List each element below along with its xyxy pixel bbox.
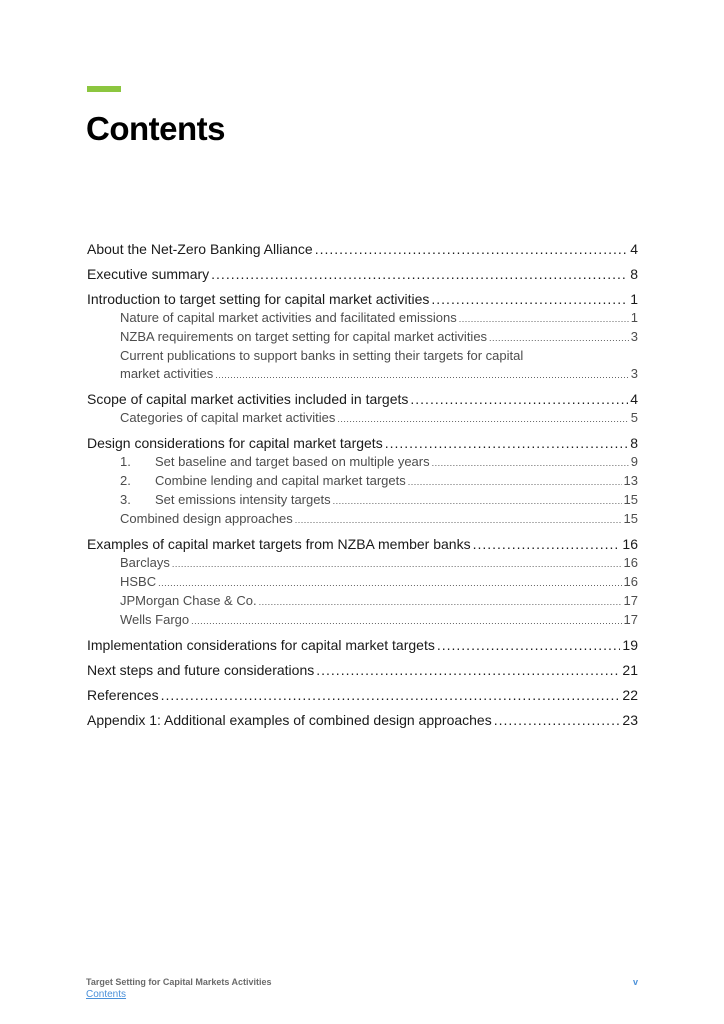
toc-entry-number: 3. — [120, 492, 131, 507]
toc-entry-page: 16 — [623, 574, 638, 589]
toc-leader-dots — [316, 661, 620, 680]
toc-entry-page: 5 — [630, 410, 638, 425]
toc-entry-label: Combined design approaches — [120, 511, 293, 526]
toc-entry-implementation[interactable] — [87, 636, 638, 655]
toc-entry-appendix[interactable] — [87, 711, 638, 730]
toc-entry-page: 4 — [630, 241, 638, 257]
toc-entry-page: 23 — [622, 712, 638, 728]
toc-leader-dots — [211, 265, 628, 284]
toc-leader-dots — [410, 390, 628, 409]
toc-entry-label: References — [87, 687, 159, 703]
toc-entry-label: Combine lending and capital market targets — [155, 473, 406, 488]
toc-entry-about[interactable] — [87, 240, 638, 259]
toc-entry-label: Next steps and future considerations — [87, 662, 315, 678]
toc-entry-number: 1. — [120, 454, 131, 469]
toc-entry-label: Implementation considerations for capital market targets — [87, 637, 435, 653]
footer-document-title: Target Setting for Capital Markets Activities — [86, 977, 272, 987]
toc-leader-dots — [459, 310, 629, 328]
toc-entry-label: Design considerations for capital market targets — [87, 435, 383, 451]
toc-leader-dots — [215, 366, 629, 384]
toc-subentry-current-publications-continued[interactable] — [87, 365, 638, 384]
toc-entry-page: 4 — [630, 391, 638, 407]
title-accent-bar — [87, 86, 121, 92]
toc-subentry-intensity-targets[interactable] — [87, 491, 638, 510]
toc-entry-page: 19 — [622, 637, 638, 653]
toc-entry-executive-summary[interactable] — [87, 265, 638, 284]
toc-entry-page: 16 — [623, 555, 638, 570]
toc-entry-label: Nature of capital market activities and facilitated emissions — [120, 310, 457, 325]
toc-leader-dots — [191, 612, 621, 630]
toc-entry-label: NZBA requirements on target setting for capital market activities — [120, 329, 488, 344]
toc-subentry-wells-fargo[interactable] — [87, 611, 638, 630]
toc-entry-label: Examples of capital market targets from NZBA member banks — [87, 536, 471, 552]
toc-entry-label: market activities — [120, 366, 214, 381]
toc-entry-label: Appendix 1: Additional examples of combined design approaches — [87, 712, 492, 728]
toc-leader-dots — [408, 473, 622, 491]
toc-leader-dots — [315, 240, 629, 259]
toc-entry-label: HSBC — [120, 574, 157, 589]
toc-leader-dots — [337, 410, 628, 428]
toc-subentry-categories[interactable] — [87, 409, 638, 428]
toc-entry-references[interactable] — [87, 686, 638, 705]
toc-leader-dots — [259, 593, 622, 611]
toc-entry-label: About the Net-Zero Banking Alliance — [87, 241, 313, 257]
toc-subentry-nzba-requirements[interactable] — [87, 328, 638, 347]
toc-entry-label: Scope of capital market activities included in targets — [87, 391, 409, 407]
toc-entry-label: Set baseline and target based on multiple years — [155, 454, 430, 469]
toc-subentry-jpmorgan[interactable] — [87, 592, 638, 611]
toc-leader-dots — [437, 636, 621, 655]
toc-entry-page: 13 — [623, 473, 638, 488]
toc-entry-label: Wells Fargo — [120, 612, 190, 627]
toc-entry-page: 16 — [622, 536, 638, 552]
toc-subentry-combine-lending[interactable] — [87, 472, 638, 491]
toc-subentry-current-publications[interactable] — [87, 347, 638, 365]
toc-entry-label: Executive summary — [87, 266, 210, 282]
toc-entry-page: 22 — [622, 687, 638, 703]
toc-leader-dots — [295, 511, 622, 529]
toc-entry-page: 9 — [630, 454, 638, 469]
toc-subentry-combined-approaches[interactable] — [87, 510, 638, 529]
toc-subentry-baseline[interactable] — [87, 453, 638, 472]
toc-entry-examples[interactable] — [87, 535, 638, 554]
toc-entry-page: 15 — [623, 511, 638, 526]
toc-leader-dots — [172, 555, 622, 573]
toc-leader-dots — [161, 686, 621, 705]
toc-entry-label: Categories of capital market activities — [120, 410, 336, 425]
toc-entry-page: 1 — [630, 291, 638, 307]
toc-entry-page: 3 — [630, 366, 638, 381]
footer-page-number: v — [632, 977, 638, 987]
toc-leader-dots — [333, 492, 622, 510]
toc-leader-dots — [494, 711, 621, 730]
toc-entry-page: 3 — [630, 329, 638, 344]
toc-subentry-hsbc[interactable] — [87, 573, 638, 592]
toc-entry-label: Barclays — [120, 555, 170, 570]
toc-entry-page: 8 — [630, 266, 638, 282]
toc-entry-page: 17 — [623, 612, 638, 627]
toc-entry-next-steps[interactable] — [87, 661, 638, 680]
toc-entry-label: Set emissions intensity targets — [155, 492, 331, 507]
toc-entry-number: 2. — [120, 473, 131, 488]
toc-subentry-barclays[interactable] — [87, 554, 638, 573]
toc-entry-label: Introduction to target setting for capital market activities — [87, 291, 430, 307]
page-title: Contents — [86, 110, 225, 147]
toc-subentry-nature[interactable] — [87, 309, 638, 328]
toc-entry-page: 17 — [623, 593, 638, 608]
toc-entry-label: JPMorgan Chase & Co. — [120, 593, 257, 608]
toc-leader-dots — [489, 329, 629, 347]
toc-entry-page: 8 — [630, 435, 638, 451]
toc-entry-page: 1 — [630, 310, 638, 325]
toc-leader-dots — [473, 535, 621, 554]
toc-entry-page: 21 — [622, 662, 638, 678]
toc-entry-page: 15 — [623, 492, 638, 507]
toc-entry-label: Current publications to support banks in setting their targets for capital — [120, 348, 524, 363]
toc-leader-dots — [432, 454, 629, 472]
toc-entry-introduction[interactable] — [87, 290, 638, 309]
toc-entry-scope[interactable] — [87, 390, 638, 409]
toc-leader-dots — [385, 434, 629, 453]
toc-entry-design[interactable] — [87, 434, 638, 453]
toc-leader-dots — [158, 574, 621, 592]
footer-contents-link[interactable]: Contents — [86, 989, 127, 1000]
table-of-contents — [87, 240, 638, 730]
toc-leader-dots — [431, 290, 628, 309]
